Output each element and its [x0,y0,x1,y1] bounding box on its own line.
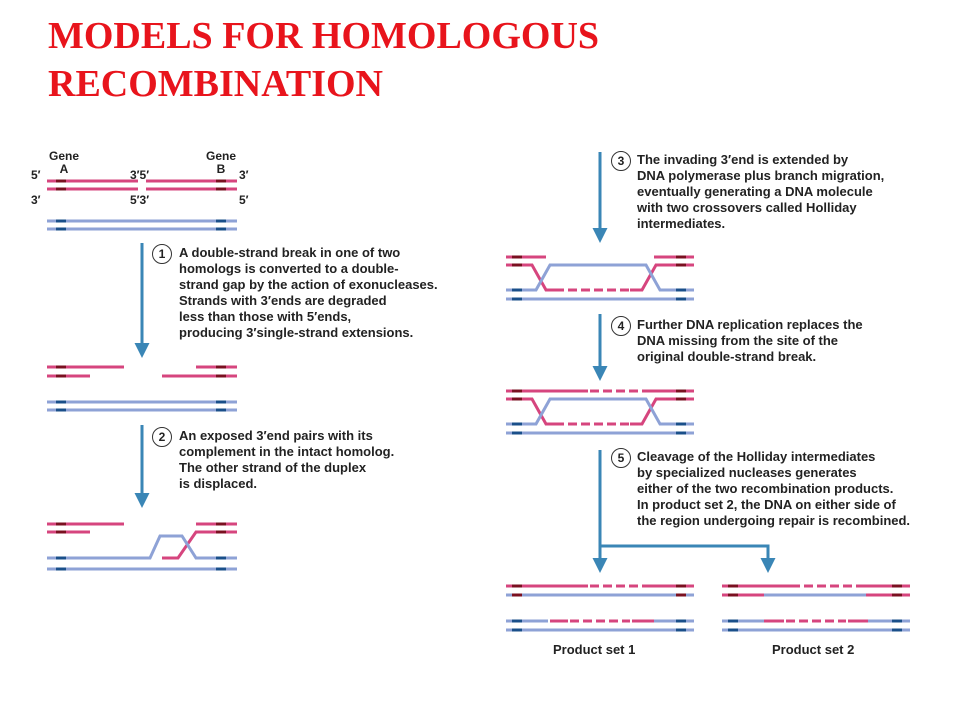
step-1-line: Strands with 3′ends are degraded [179,293,387,308]
step-5-line: Cleavage of the Holliday intermediates [637,449,876,464]
step-1-number: 1 [152,244,172,264]
gene-b-label-letter: B [216,162,226,176]
gene-b-label-word: Gene [205,149,236,163]
step-3-line: eventually generating a DNA molecule [637,184,873,199]
bottom-left-3-prime-label: 3′ [31,193,41,207]
bottom-right-5-prime-label: 5′ [239,193,249,207]
step-4-line: Further DNA replication replaces the [637,317,863,332]
step-1-line: homologs is converted to a double- [179,261,399,276]
product-set-1-label: Product set 1 [553,642,636,657]
step-3-line: DNA polymerase plus branch migration, [637,168,885,183]
step-1-text [179,245,438,341]
step-2-text [179,428,394,492]
gene-b-label [205,150,237,176]
repaired-holliday-intermediate [506,391,694,433]
product-set-2-diagram [722,586,910,630]
step-5-line: In product set 2, the DNA on either side of [637,497,896,512]
step-2-number: 2 [152,427,172,447]
step-5-line: by specialized nucleases generates [637,465,857,480]
step-4-text [637,317,863,365]
step-5-number: 5 [611,448,631,468]
break-bottom-end-label: 5′3′ [130,193,150,207]
holliday-intermediate [506,257,694,299]
step-3-line: intermediates. [637,216,726,231]
step-3-line: with two crossovers called Holliday [637,200,857,215]
gapped-homolog [47,367,237,410]
step-3-number: 3 [611,151,631,171]
product-set-1-diagram [506,586,694,630]
step-5-line: either of the two recombination products. [637,481,894,496]
initial-homolog-blue [47,221,237,229]
slide-title-line-2: RECOMBINATION [48,63,383,105]
step-3-text [637,152,884,232]
gene-a-label [48,150,80,176]
step-2-line: The other strand of the duplex [179,460,367,475]
top-left-5-prime-label: 5′ [31,168,41,182]
step-1-line: producing 3′single-strand extensions. [179,325,414,340]
product-set-2-label: Product set 2 [772,642,855,657]
strand-invasion [47,524,237,569]
break-top-end-label: 3′5′ [130,168,150,182]
step-2-line: is displaced. [179,476,258,491]
step-1-line: less than those with 5′ends, [179,309,352,324]
top-right-3-prime-label: 3′ [239,168,249,182]
step-2-line: complement in the intact homolog. [179,444,395,459]
gene-a-label-letter: A [59,162,69,176]
step-1-line: A double-strand break in one of two [179,245,401,260]
initial-homolog-pink [47,181,237,189]
step-2-line: An exposed 3′end pairs with its [179,428,373,443]
step-5-text [637,449,910,529]
step-4-line: original double-strand break. [637,349,817,364]
gene-a-label-word: Gene [48,149,79,163]
slide-title-line-1: MODELS FOR HOMOLOGOUS [48,15,600,57]
step-4-number: 4 [611,316,631,336]
step-4-line: DNA missing from the site of the [637,333,839,348]
step-3-line: The invading 3′end is extended by [637,152,849,167]
step-1-line: strand gap by the action of exonucleases. [179,277,438,292]
step-5-line: the region undergoing repair is recombined. [637,513,911,528]
